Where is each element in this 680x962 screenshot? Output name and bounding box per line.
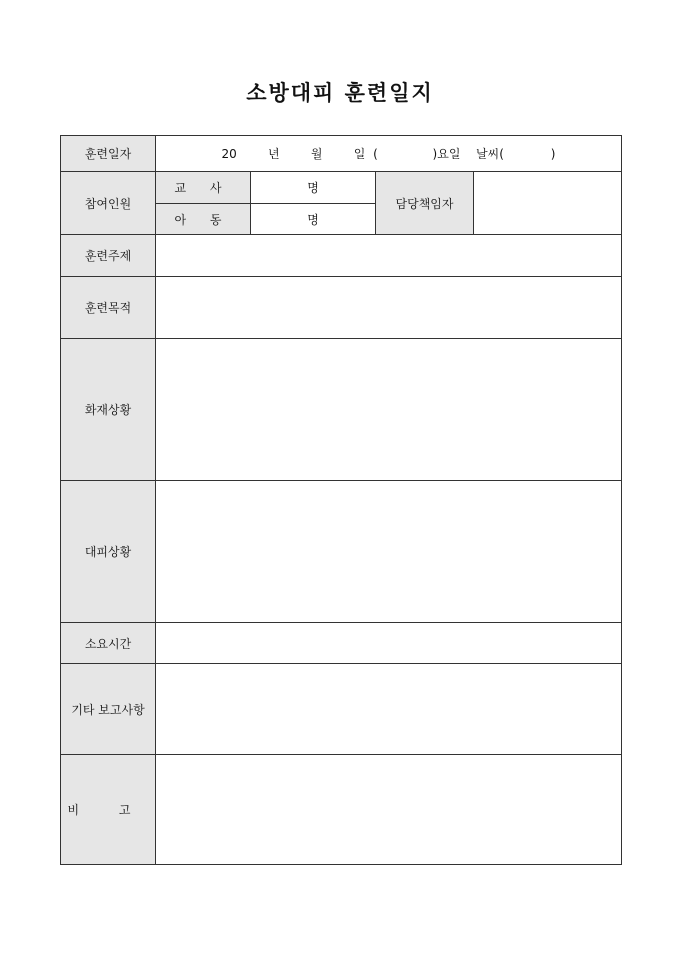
training-date-label: 훈련일자 [61,136,156,172]
row-participants-teacher [61,172,622,204]
remarks-label: 비 고 [61,755,156,865]
teacher-label: 교 사 [156,172,251,204]
remarks-field[interactable] [156,755,622,865]
fire-situation-field[interactable] [156,339,622,481]
training-topic-field[interactable] [156,235,622,277]
teacher-unit: 명 [307,181,319,195]
training-date-field[interactable] [156,136,622,172]
teacher-count-field[interactable] [251,172,376,204]
training-log-form [60,135,622,865]
training-purpose-label: 훈련목적 [61,277,156,339]
evacuation-situation-field[interactable] [156,481,622,623]
training-topic-label: 훈련주제 [61,235,156,277]
row-fire-situation [61,339,622,481]
child-label: 아 동 [156,204,251,235]
manager-field[interactable] [474,172,622,235]
row-training-topic [61,235,622,277]
other-reports-field[interactable] [156,664,622,755]
time-required-field[interactable] [156,623,622,664]
child-unit: 명 [307,212,319,227]
page-title: 소방대피 훈련일지 [246,80,434,105]
other-reports-label: 기타 보고사항 [61,664,156,755]
participants-label: 참여인원 [61,172,156,235]
row-remarks [61,755,622,865]
training-date-template: 20 년 월 일 ( )요일 날씨( ) [221,147,556,161]
row-other-reports [61,664,622,755]
row-training-purpose [61,277,622,339]
child-count-field[interactable] [251,204,376,235]
manager-label: 담당책임자 [376,172,474,235]
training-purpose-field[interactable] [156,277,622,339]
fire-situation-label: 화재상황 [61,339,156,481]
row-time-required [61,623,622,664]
evacuation-situation-label: 대피상황 [61,481,156,623]
time-required-label: 소요시간 [61,623,156,664]
row-training-date [61,136,622,172]
row-evacuation-situation [61,481,622,623]
